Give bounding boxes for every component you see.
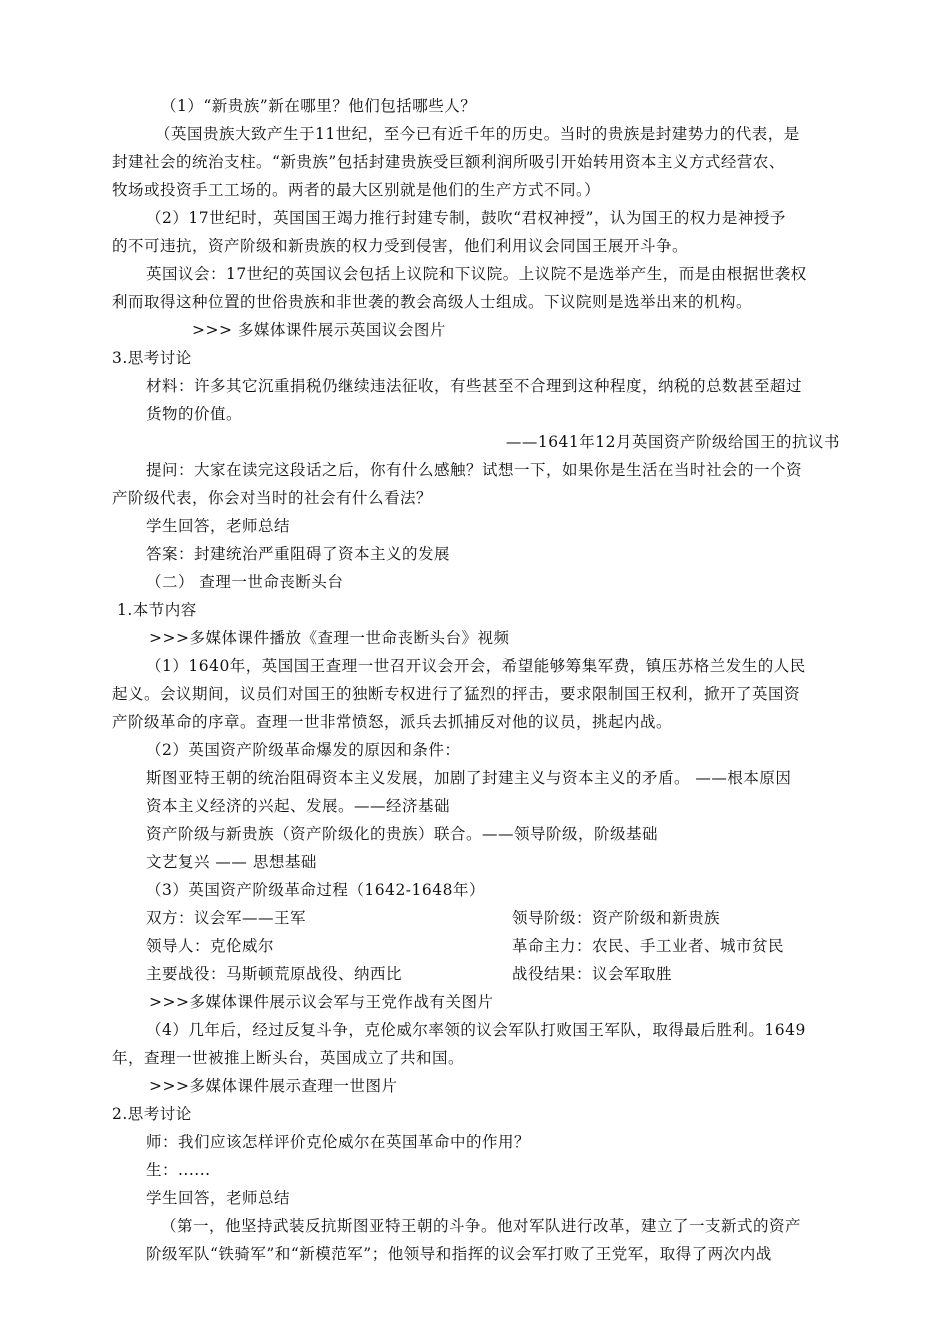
fact-left: 主要战役：马斯顿荒原战役、纳西比 [146,965,403,983]
answer-line: 答案：封建统治严重阻碍了资本主义的发展 [146,545,451,563]
multimedia-note: >>>多媒体课件播放《查理一世命丧断头台》视频 [149,629,510,647]
cause-line: 资本主义经济的兴起、发展。——经济基础 [146,797,451,815]
fact-left: 双方：议会军——王军 [146,909,307,927]
paragraph-line: 阶级军队“铁骑军”和“新模范军”；他领导和指挥的议会军打败了王党军，取得了两次内战 [146,1245,772,1263]
paragraph-line: 的不可违抗，资产阶级和新贵族的权力受到侵害，他们利用议会同国王展开斗争。 [112,237,689,255]
multimedia-note: >>>多媒体课件展示议会军与王党作战有关图片 [149,993,494,1011]
multimedia-note: >>> 多媒体课件展示英国议会图片 [192,321,446,339]
section-heading: 2.思考讨论 [112,1105,192,1123]
cause-line: 文艺复兴 —— 思想基础 [146,853,317,871]
teacher-note: 学生回答，老师总结 [146,517,291,535]
section-heading: 3.思考讨论 [112,349,192,367]
multimedia-note: >>>多媒体课件展示查理一世图片 [149,1077,398,1095]
student-answer: 生：...... [146,1161,211,1179]
fact-right: 战役结果：议会军取胜 [512,965,673,983]
subsection-title: （二） 查理一世命丧断头台 [146,573,344,591]
cause-line: 资产阶级与新贵族（资产阶级化的贵族）联合。——领导阶级，阶级基础 [146,825,659,843]
material-line: 货物的价值。 [146,405,243,423]
paragraph-line: 产阶级革命的序章。查理一世非常愤怒，派兵去抓捕反对他的议员，挑起内战。 [112,713,673,731]
paragraph-line: （英国贵族大致产生于11世纪，至今已有近千年的历史。当时的贵族是封建势力的代表，是 [155,125,800,143]
paragraph-line: （第一，他坚持武装反抗斯图亚特王朝的斗争。他对军队进行改革，建立了一支新式的资产 [161,1217,802,1235]
fact-right: 领导阶级：资产阶级和新贵族 [512,909,721,927]
question-line: 产阶级代表，你会对当时的社会有什么看法？ [112,489,433,507]
material-source: ——1641年12月英国资产阶级给国王的抗议书 [505,433,840,451]
paragraph-line: 年，查理一世被推上断头台，英国成立了共和国。 [112,1049,465,1067]
fact-left: 领导人：克伦威尔 [146,937,275,955]
paragraph-line: 英国议会：17世纪的英国议会包括上议院和下议院。上议院不是选举产生，而是由根据世袭权 [146,265,807,283]
paragraph-line: （2）17世纪时，英国国王竭力推行封建专制，鼓吹“君权神授”，认为国王的权力是神授予 [146,209,786,227]
question-line: （2）英国资产阶级革命爆发的原因和条件： [146,741,461,759]
section-heading: 1.本节内容 [117,601,197,619]
paragraph-line: （1）1640年，英国国王查理一世召开议会开会，希望能够筹集军费，镇压苏格兰发生的人民 [146,657,806,675]
fact-right: 革命主力：农民、手工业者、城市贫民 [512,937,785,955]
teacher-note: 学生回答，老师总结 [146,1189,291,1207]
paragraph-line: 封建社会的统治支柱。“新贵族”包括封建贵族受巨额利润所吸引开始转用资本主义方式经营农、 [112,153,785,171]
question-line: 提问：大家在读完这段话之后，你有什么感触？试想一下，如果你是生活在当时社会的一个资 [146,461,803,479]
question-line: （3）英国资产阶级革命过程（1642-1648年） [146,881,485,899]
paragraph-line: 利而取得这种位置的世俗贵族和非世袭的教会高级人士组成。下议院则是选举出来的机构。 [112,293,753,311]
question-new-nobility: （1）“新贵族”新在哪里？他们包括哪些人？ [161,97,477,115]
cause-line: 斯图亚特王朝的统治阻碍资本主义发展，加剧了封建主义与资本主义的矛盾。 ——根本原因 [146,769,792,787]
paragraph-line: 牧场或投资手工工场的。两者的最大区别就是他们的生产方式不同。） [112,181,601,199]
paragraph-line: 起义。会议期间，议员们对国王的独断专权进行了猛烈的抨击，要求限制国王权利，掀开了英国资 [112,685,801,703]
teacher-question: 师：我们应该怎样评价克伦威尔在英国革命中的作用？ [146,1133,531,1151]
material-line: 材料：许多其它沉重捐税仍继续违法征收，有些甚至不合理到这种程度，纳税的总数甚至超过 [146,377,803,395]
paragraph-line: （4）几年后，经过反复斗争，克伦威尔率领的议会军队打败国王军队，取得最后胜利。1649 [146,1021,806,1039]
